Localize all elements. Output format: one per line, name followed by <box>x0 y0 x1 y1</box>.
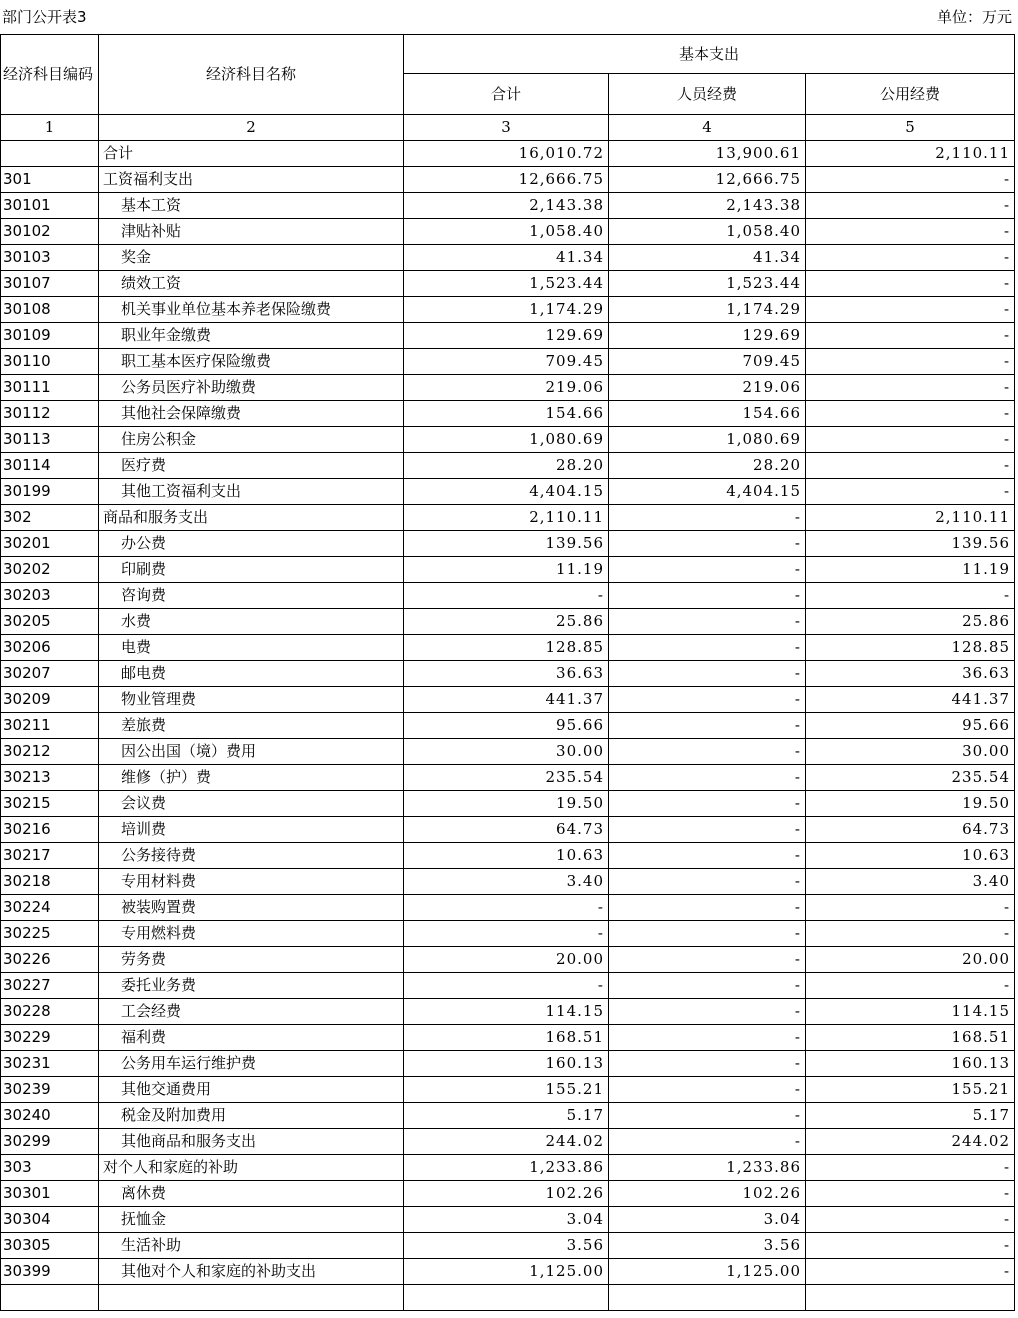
account-code-cell: 30207 <box>1 661 99 687</box>
public-amount-cell: - <box>806 427 1015 453</box>
account-code-cell: 30102 <box>1 219 99 245</box>
account-name-cell: 印刷费 <box>99 557 404 583</box>
table-row <box>1 583 1015 609</box>
account-name-cell: 咨询费 <box>99 583 404 609</box>
personnel-amount-cell: 219.06 <box>609 375 806 401</box>
public-amount-cell: 128.85 <box>806 635 1015 661</box>
public-amount-cell: - <box>806 349 1015 375</box>
public-amount-cell: 235.54 <box>806 765 1015 791</box>
table-row <box>1 349 1015 375</box>
personnel-amount-cell: 1,058.40 <box>609 219 806 245</box>
personnel-amount-cell: 1,233.86 <box>609 1155 806 1181</box>
public-amount-cell: 11.19 <box>806 557 1015 583</box>
account-name-cell: 抚恤金 <box>99 1207 404 1233</box>
account-name-cell: 办公费 <box>99 531 404 557</box>
total-amount-cell: 16,010.72 <box>404 141 609 167</box>
total-amount-cell: 41.34 <box>404 245 609 271</box>
personnel-amount-cell: 2,143.38 <box>609 193 806 219</box>
personnel-amount-cell: - <box>609 713 806 739</box>
total-amount-cell: 1,523.44 <box>404 271 609 297</box>
personnel-amount-cell: - <box>609 947 806 973</box>
public-amount-cell: 3.40 <box>806 869 1015 895</box>
account-name-cell: 专用材料费 <box>99 869 404 895</box>
account-name-cell: 物业管理费 <box>99 687 404 713</box>
public-amount-cell: 155.21 <box>806 1077 1015 1103</box>
public-amount-cell: 2,110.11 <box>806 141 1015 167</box>
public-amount-cell: - <box>806 167 1015 193</box>
empty-row <box>1 1285 1015 1311</box>
account-name-cell: 离休费 <box>99 1181 404 1207</box>
public-amount-cell: 36.63 <box>806 661 1015 687</box>
account-code-cell <box>1 141 99 167</box>
account-name-cell: 差旅费 <box>99 713 404 739</box>
public-amount-cell: - <box>806 245 1015 271</box>
public-amount-cell: 95.66 <box>806 713 1015 739</box>
empty-cell <box>806 1285 1015 1311</box>
account-name-cell: 其他对个人和家庭的补助支出 <box>99 1259 404 1285</box>
total-amount-cell: 128.85 <box>404 635 609 661</box>
public-amount-cell: 19.50 <box>806 791 1015 817</box>
table-row <box>1 895 1015 921</box>
account-code-cell: 30212 <box>1 739 99 765</box>
public-amount-cell: 244.02 <box>806 1129 1015 1155</box>
total-amount-cell: 25.86 <box>404 609 609 635</box>
total-amount-cell: 139.56 <box>404 531 609 557</box>
table-row <box>1 843 1015 869</box>
col-number: 1 <box>1 115 99 141</box>
account-code-cell: 30202 <box>1 557 99 583</box>
account-code-cell: 30239 <box>1 1077 99 1103</box>
account-code-cell: 30305 <box>1 1233 99 1259</box>
account-code-cell: 30114 <box>1 453 99 479</box>
col-header-public: 公用经费 <box>806 74 1015 115</box>
table-row <box>1 479 1015 505</box>
public-amount-cell: 64.73 <box>806 817 1015 843</box>
total-amount-cell: 154.66 <box>404 401 609 427</box>
personnel-amount-cell: 1,125.00 <box>609 1259 806 1285</box>
account-name-cell: 培训费 <box>99 817 404 843</box>
total-amount-cell: 2,110.11 <box>404 505 609 531</box>
personnel-amount-cell: 709.45 <box>609 349 806 375</box>
personnel-amount-cell: - <box>609 869 806 895</box>
personnel-amount-cell: - <box>609 999 806 1025</box>
personnel-amount-cell: - <box>609 739 806 765</box>
col-number: 4 <box>609 115 806 141</box>
empty-cell <box>404 1285 609 1311</box>
public-amount-cell: - <box>806 1259 1015 1285</box>
account-name-cell: 工资福利支出 <box>99 167 404 193</box>
personnel-amount-cell: - <box>609 583 806 609</box>
public-amount-cell: 160.13 <box>806 1051 1015 1077</box>
account-name-cell: 医疗费 <box>99 453 404 479</box>
total-amount-cell: 102.26 <box>404 1181 609 1207</box>
table-row <box>1 661 1015 687</box>
table-row <box>1 1103 1015 1129</box>
account-code-cell: 30211 <box>1 713 99 739</box>
personnel-amount-cell: - <box>609 635 806 661</box>
account-code-cell: 30107 <box>1 271 99 297</box>
table-row <box>1 453 1015 479</box>
account-code-cell: 30399 <box>1 1259 99 1285</box>
total-amount-cell: 1,080.69 <box>404 427 609 453</box>
account-code-cell: 30229 <box>1 1025 99 1051</box>
account-code-cell: 30217 <box>1 843 99 869</box>
personnel-amount-cell: 13,900.61 <box>609 141 806 167</box>
account-code-cell: 30206 <box>1 635 99 661</box>
table-row <box>1 739 1015 765</box>
empty-cell <box>1 1285 99 1311</box>
table-row <box>1 375 1015 401</box>
table-row <box>1 765 1015 791</box>
total-amount-cell: 4,404.15 <box>404 479 609 505</box>
account-name-cell: 其他社会保障缴费 <box>99 401 404 427</box>
col-header-group: 基本支出 <box>404 35 1015 74</box>
account-code-cell: 30304 <box>1 1207 99 1233</box>
account-code-cell: 30301 <box>1 1181 99 1207</box>
personnel-amount-cell: - <box>609 1077 806 1103</box>
table-row <box>1 973 1015 999</box>
account-code-cell: 30224 <box>1 895 99 921</box>
public-amount-cell: - <box>806 297 1015 323</box>
table-row <box>1 557 1015 583</box>
col-number: 3 <box>404 115 609 141</box>
header-row-1 <box>1 35 1015 74</box>
account-code-cell: 30213 <box>1 765 99 791</box>
public-amount-cell: - <box>806 219 1015 245</box>
table-row <box>1 713 1015 739</box>
account-name-cell: 因公出国（境）费用 <box>99 739 404 765</box>
personnel-amount-cell: - <box>609 1103 806 1129</box>
total-amount-cell: 12,666.75 <box>404 167 609 193</box>
total-amount-cell: 244.02 <box>404 1129 609 1155</box>
account-code-cell: 30215 <box>1 791 99 817</box>
account-name-cell: 生活补助 <box>99 1233 404 1259</box>
account-name-cell: 水费 <box>99 609 404 635</box>
table-row <box>1 505 1015 531</box>
public-amount-cell: - <box>806 921 1015 947</box>
account-code-cell: 301 <box>1 167 99 193</box>
table-row <box>1 297 1015 323</box>
personnel-amount-cell: - <box>609 843 806 869</box>
total-amount-cell: 95.66 <box>404 713 609 739</box>
account-code-cell: 30201 <box>1 531 99 557</box>
account-name-cell: 其他工资福利支出 <box>99 479 404 505</box>
total-amount-cell: 3.04 <box>404 1207 609 1233</box>
public-amount-cell: - <box>806 375 1015 401</box>
total-amount-cell: 10.63 <box>404 843 609 869</box>
account-name-cell: 委托业务费 <box>99 973 404 999</box>
account-name-cell: 对个人和家庭的补助 <box>99 1155 404 1181</box>
table-row <box>1 869 1015 895</box>
personnel-amount-cell: - <box>609 921 806 947</box>
table-row <box>1 1181 1015 1207</box>
account-name-cell: 电费 <box>99 635 404 661</box>
account-name-cell: 奖金 <box>99 245 404 271</box>
account-code-cell: 30209 <box>1 687 99 713</box>
account-name-cell: 商品和服务支出 <box>99 505 404 531</box>
account-code-cell: 30240 <box>1 1103 99 1129</box>
account-name-cell: 专用燃料费 <box>99 921 404 947</box>
personnel-amount-cell: - <box>609 817 806 843</box>
table-row <box>1 1233 1015 1259</box>
col-header-personnel: 人员经费 <box>609 74 806 115</box>
total-amount-cell: 1,125.00 <box>404 1259 609 1285</box>
col-header-name: 经济科目名称 <box>99 35 404 115</box>
public-amount-cell: 139.56 <box>806 531 1015 557</box>
public-amount-cell: - <box>806 453 1015 479</box>
total-amount-cell: 709.45 <box>404 349 609 375</box>
personnel-amount-cell: 41.34 <box>609 245 806 271</box>
public-amount-cell: 30.00 <box>806 739 1015 765</box>
table-row <box>1 1207 1015 1233</box>
account-code-cell: 30101 <box>1 193 99 219</box>
personnel-amount-cell: - <box>609 1025 806 1051</box>
public-amount-cell: 20.00 <box>806 947 1015 973</box>
personnel-amount-cell: - <box>609 791 806 817</box>
public-amount-cell: - <box>806 583 1015 609</box>
account-code-cell: 30205 <box>1 609 99 635</box>
public-amount-cell: - <box>806 1233 1015 1259</box>
unit-label: 单位：万元 <box>936 8 1012 26</box>
account-code-cell: 30218 <box>1 869 99 895</box>
personnel-amount-cell: - <box>609 505 806 531</box>
account-name-cell: 绩效工资 <box>99 271 404 297</box>
account-name-cell: 劳务费 <box>99 947 404 973</box>
personnel-amount-cell: - <box>609 531 806 557</box>
personnel-amount-cell: 28.20 <box>609 453 806 479</box>
total-amount-cell: 1,058.40 <box>404 219 609 245</box>
table-label: 部门公开表3 <box>2 8 87 26</box>
total-amount-cell: 20.00 <box>404 947 609 973</box>
account-code-cell: 302 <box>1 505 99 531</box>
col-number: 2 <box>99 115 404 141</box>
account-code-cell: 303 <box>1 1155 99 1181</box>
account-code-cell: 30111 <box>1 375 99 401</box>
report-header <box>0 0 1018 34</box>
account-name-cell: 公务员医疗补助缴费 <box>99 375 404 401</box>
total-amount-cell: 28.20 <box>404 453 609 479</box>
account-name-cell: 职业年金缴费 <box>99 323 404 349</box>
table-row <box>1 141 1015 167</box>
table-row <box>1 1259 1015 1285</box>
empty-cell <box>609 1285 806 1311</box>
public-amount-cell: - <box>806 193 1015 219</box>
total-amount-cell: - <box>404 895 609 921</box>
personnel-amount-cell: - <box>609 609 806 635</box>
total-amount-cell: - <box>404 921 609 947</box>
account-name-cell: 邮电费 <box>99 661 404 687</box>
table-row <box>1 1025 1015 1051</box>
account-code-cell: 30216 <box>1 817 99 843</box>
public-amount-cell: - <box>806 973 1015 999</box>
public-amount-cell: - <box>806 1155 1015 1181</box>
total-amount-cell: 219.06 <box>404 375 609 401</box>
table-row <box>1 323 1015 349</box>
account-code-cell: 30225 <box>1 921 99 947</box>
account-code-cell: 30203 <box>1 583 99 609</box>
personnel-amount-cell: 4,404.15 <box>609 479 806 505</box>
total-amount-cell: 11.19 <box>404 557 609 583</box>
public-amount-cell: 168.51 <box>806 1025 1015 1051</box>
table-row <box>1 687 1015 713</box>
col-header-code: 经济科目编码 <box>1 35 99 115</box>
table-row <box>1 999 1015 1025</box>
personnel-amount-cell: 12,666.75 <box>609 167 806 193</box>
table-row <box>1 193 1015 219</box>
total-amount-cell: 1,233.86 <box>404 1155 609 1181</box>
table-row <box>1 531 1015 557</box>
table-row <box>1 219 1015 245</box>
personnel-amount-cell: - <box>609 1051 806 1077</box>
personnel-amount-cell: 1,174.29 <box>609 297 806 323</box>
total-amount-cell: 5.17 <box>404 1103 609 1129</box>
account-name-cell: 其他交通费用 <box>99 1077 404 1103</box>
total-amount-cell: 19.50 <box>404 791 609 817</box>
account-code-cell: 30231 <box>1 1051 99 1077</box>
total-amount-cell: 114.15 <box>404 999 609 1025</box>
account-name-cell: 住房公积金 <box>99 427 404 453</box>
account-code-cell: 30199 <box>1 479 99 505</box>
table-row <box>1 817 1015 843</box>
account-name-cell: 公务用车运行维护费 <box>99 1051 404 1077</box>
public-amount-cell: - <box>806 1207 1015 1233</box>
empty-cell <box>99 1285 404 1311</box>
public-amount-cell: 2,110.11 <box>806 505 1015 531</box>
public-amount-cell: 114.15 <box>806 999 1015 1025</box>
table-row <box>1 271 1015 297</box>
table-row <box>1 427 1015 453</box>
total-amount-cell: 1,174.29 <box>404 297 609 323</box>
personnel-amount-cell: 129.69 <box>609 323 806 349</box>
col-number: 5 <box>806 115 1015 141</box>
public-amount-cell: 441.37 <box>806 687 1015 713</box>
total-amount-cell: 2,143.38 <box>404 193 609 219</box>
account-name-cell: 维修（护）费 <box>99 765 404 791</box>
personnel-amount-cell: - <box>609 661 806 687</box>
total-amount-cell: 441.37 <box>404 687 609 713</box>
public-amount-cell: 10.63 <box>806 843 1015 869</box>
public-amount-cell: - <box>806 895 1015 921</box>
account-code-cell: 30103 <box>1 245 99 271</box>
account-name-cell: 福利费 <box>99 1025 404 1051</box>
account-name-cell: 职工基本医疗保险缴费 <box>99 349 404 375</box>
personnel-amount-cell: 1,080.69 <box>609 427 806 453</box>
table-row <box>1 1129 1015 1155</box>
public-amount-cell: - <box>806 271 1015 297</box>
table-row <box>1 1077 1015 1103</box>
total-amount-cell: 168.51 <box>404 1025 609 1051</box>
personnel-amount-cell: 3.56 <box>609 1233 806 1259</box>
personnel-amount-cell: - <box>609 973 806 999</box>
table-row <box>1 1155 1015 1181</box>
public-amount-cell: - <box>806 1181 1015 1207</box>
account-name-cell: 公务接待费 <box>99 843 404 869</box>
account-code-cell: 30228 <box>1 999 99 1025</box>
total-amount-cell: 3.40 <box>404 869 609 895</box>
total-amount-cell: - <box>404 583 609 609</box>
personnel-amount-cell: 102.26 <box>609 1181 806 1207</box>
account-code-cell: 30109 <box>1 323 99 349</box>
account-code-cell: 30110 <box>1 349 99 375</box>
table-row <box>1 921 1015 947</box>
personnel-amount-cell: 3.04 <box>609 1207 806 1233</box>
table-row <box>1 609 1015 635</box>
account-code-cell: 30108 <box>1 297 99 323</box>
budget-table <box>0 34 1015 1311</box>
public-amount-cell: - <box>806 479 1015 505</box>
table-row <box>1 1051 1015 1077</box>
account-name-cell: 其他商品和服务支出 <box>99 1129 404 1155</box>
personnel-amount-cell: 1,523.44 <box>609 271 806 297</box>
personnel-amount-cell: - <box>609 687 806 713</box>
account-name-cell: 基本工资 <box>99 193 404 219</box>
total-amount-cell: 129.69 <box>404 323 609 349</box>
account-code-cell: 30112 <box>1 401 99 427</box>
personnel-amount-cell: - <box>609 765 806 791</box>
personnel-amount-cell: - <box>609 557 806 583</box>
total-amount-cell: 64.73 <box>404 817 609 843</box>
account-name-cell: 税金及附加费用 <box>99 1103 404 1129</box>
public-amount-cell: 5.17 <box>806 1103 1015 1129</box>
personnel-amount-cell: - <box>609 895 806 921</box>
account-code-cell: 30227 <box>1 973 99 999</box>
col-header-total: 合计 <box>404 74 609 115</box>
account-name-cell: 机关事业单位基本养老保险缴费 <box>99 297 404 323</box>
total-amount-cell: 155.21 <box>404 1077 609 1103</box>
table-row <box>1 401 1015 427</box>
account-code-cell: 30299 <box>1 1129 99 1155</box>
account-code-cell: 30113 <box>1 427 99 453</box>
table-row <box>1 947 1015 973</box>
account-name-cell: 被装购置费 <box>99 895 404 921</box>
public-amount-cell: - <box>806 323 1015 349</box>
account-name-cell: 合计 <box>99 141 404 167</box>
table-row <box>1 167 1015 193</box>
account-name-cell: 工会经费 <box>99 999 404 1025</box>
total-amount-cell: - <box>404 973 609 999</box>
total-amount-cell: 235.54 <box>404 765 609 791</box>
total-amount-cell: 36.63 <box>404 661 609 687</box>
total-amount-cell: 3.56 <box>404 1233 609 1259</box>
public-amount-cell: - <box>806 401 1015 427</box>
table-row <box>1 791 1015 817</box>
public-amount-cell: 25.86 <box>806 609 1015 635</box>
total-amount-cell: 160.13 <box>404 1051 609 1077</box>
table-row <box>1 635 1015 661</box>
personnel-amount-cell: - <box>609 1129 806 1155</box>
account-name-cell: 津贴补贴 <box>99 219 404 245</box>
column-number-row <box>1 115 1015 141</box>
table-row <box>1 245 1015 271</box>
account-code-cell: 30226 <box>1 947 99 973</box>
total-amount-cell: 30.00 <box>404 739 609 765</box>
account-name-cell: 会议费 <box>99 791 404 817</box>
personnel-amount-cell: 154.66 <box>609 401 806 427</box>
